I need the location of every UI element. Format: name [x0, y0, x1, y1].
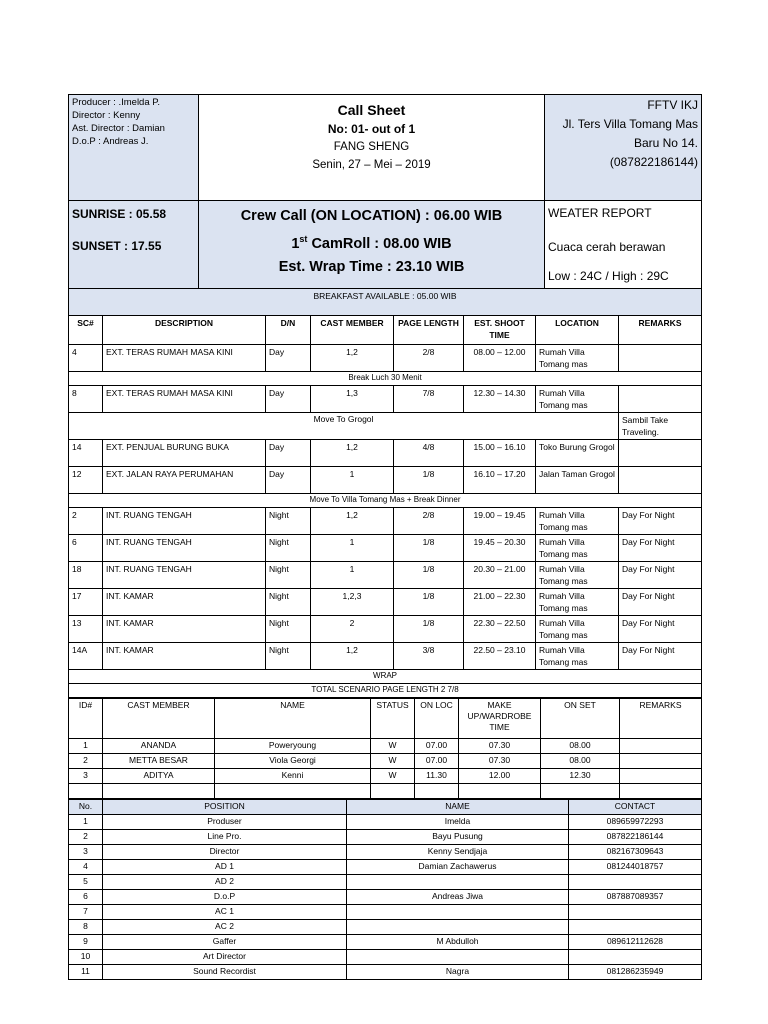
company-phone: (087822186144) — [609, 155, 698, 169]
crew-table — [68, 799, 702, 980]
table-cell: Night — [266, 589, 311, 616]
table-cell: REMARKS — [620, 699, 702, 739]
col-dn: D/N — [266, 316, 311, 345]
table-cell: 2/8 — [394, 508, 464, 535]
table-cell: 7 — [69, 905, 103, 920]
table-row — [69, 920, 702, 935]
table-cell: 089612112628 — [569, 935, 702, 950]
table-cell — [620, 739, 702, 754]
table-cell — [415, 784, 459, 799]
table-cell: 08.00 – 12.00 — [464, 345, 536, 372]
table-cell: 08.00 — [541, 739, 620, 754]
table-cell: EXT. TERAS RUMAH MASA KINI — [103, 345, 266, 372]
sunset-text: SUNSET : 17.55 — [72, 239, 162, 253]
table-cell — [619, 345, 702, 372]
table-cell: Night — [266, 643, 311, 670]
table-row — [69, 467, 702, 494]
table-cell: STATUS — [371, 699, 415, 739]
table-cell: Kenni — [215, 769, 371, 784]
table-row — [69, 830, 702, 845]
table-cell: Bayu Pusung — [347, 830, 569, 845]
table-cell: 4 — [69, 345, 103, 372]
table-cell: ON SET — [541, 699, 620, 739]
table-row — [69, 535, 702, 562]
table-cell: CAST MEMBER — [103, 699, 215, 739]
table-cell: 087887089357 — [569, 890, 702, 905]
table-cell: Day — [266, 440, 311, 467]
shoot-date: Senin, 27 – Mei – 2019 — [312, 159, 431, 171]
table-cell: 089659972293 — [569, 815, 702, 830]
table-cell — [620, 754, 702, 769]
table-cell: 082167309643 — [569, 845, 702, 860]
crew-header-row — [69, 800, 702, 815]
table-cell: W — [371, 754, 415, 769]
table-cell: 2 — [69, 508, 103, 535]
table-cell: 1 — [69, 815, 103, 830]
table-cell — [347, 920, 569, 935]
table-cell: 07.30 — [459, 754, 541, 769]
table-cell: 1,2 — [311, 508, 394, 535]
title-cell — [199, 95, 545, 201]
crew-call-cell — [199, 201, 545, 289]
table-cell: 12.30 — [541, 769, 620, 784]
table-cell — [569, 950, 702, 965]
table-cell: ANANDA — [103, 739, 215, 754]
table-cell: Day For Night — [619, 589, 702, 616]
table-cell: 07.00 — [415, 754, 459, 769]
table-cell: 07.30 — [459, 739, 541, 754]
table-cell: 3 — [69, 769, 103, 784]
table-cell: Rumah Villa Tomang mas — [536, 562, 619, 589]
table-cell — [541, 784, 620, 799]
table-cell: EXT. PENJUAL BURUNG BUKA — [103, 440, 266, 467]
table-cell — [69, 784, 103, 799]
table-cell: 9 — [69, 935, 103, 950]
col-page-length: PAGE LENGTH — [394, 316, 464, 345]
table-cell: EXT. JALAN RAYA PERUMAHAN — [103, 467, 266, 494]
table-row — [69, 589, 702, 616]
table-cell: Rumah Villa Tomang mas — [536, 508, 619, 535]
header-table — [68, 94, 702, 289]
table-cell: Break Luch 30 Menit — [69, 372, 702, 386]
table-cell — [569, 905, 702, 920]
sunrise-text: SUNRISE : 05.58 — [72, 207, 167, 221]
table-cell: Andreas Jiwa — [347, 890, 569, 905]
table-cell: AC 1 — [103, 905, 347, 920]
table-row — [69, 754, 702, 769]
table-cell: Gaffer — [103, 935, 347, 950]
table-cell: ID# — [69, 699, 103, 739]
table-row — [69, 440, 702, 467]
table-cell: 19.00 – 19.45 — [464, 508, 536, 535]
table-cell: Rumah Villa Tomang mas — [536, 643, 619, 670]
table-row — [69, 845, 702, 860]
table-cell: METTA BESAR — [103, 754, 215, 769]
table-cell: 11.30 — [415, 769, 459, 784]
table-row — [69, 860, 702, 875]
table-row — [69, 875, 702, 890]
table-cell: 14A — [69, 643, 103, 670]
table-cell: Rumah Villa Tomang mas — [536, 386, 619, 413]
weather-title: WEATER REPORT — [548, 206, 652, 220]
table-cell: 1/8 — [394, 562, 464, 589]
table-cell: INT. RUANG TENGAH — [103, 562, 266, 589]
table-cell: Art Director — [103, 950, 347, 965]
table-cell: Night — [266, 562, 311, 589]
table-cell: W — [371, 739, 415, 754]
table-cell: 22.50 – 23.10 — [464, 643, 536, 670]
director-text: Director : Kenny — [72, 110, 141, 121]
camroll-text: 1st CamRoll : 08.00 WIB — [291, 234, 452, 252]
table-cell: Sambil Take Traveling. — [619, 413, 702, 440]
table-cell — [371, 784, 415, 799]
table-cell: M Abdulloh — [347, 935, 569, 950]
crew-call-text: Crew Call (ON LOCATION) : 06.00 WIB — [240, 208, 503, 224]
table-cell: 12.00 — [459, 769, 541, 784]
table-cell — [569, 920, 702, 935]
table-cell: INT. RUANG TENGAH — [103, 535, 266, 562]
table-cell: 20.30 – 21.00 — [464, 562, 536, 589]
table-cell: Viola Georgi — [215, 754, 371, 769]
table-cell: Move To Villa Tomang Mas + Break Dinner — [69, 494, 702, 508]
col-cast: CAST MEMBER — [311, 316, 394, 345]
table-cell: 14 — [69, 440, 103, 467]
table-cell: Damian Zachawerus — [347, 860, 569, 875]
page-title: Call Sheet — [337, 102, 406, 118]
table-cell: 19.45 – 20.30 — [464, 535, 536, 562]
table-cell: 1,3 — [311, 386, 394, 413]
table-row — [69, 965, 702, 980]
table-cell: 1 — [311, 535, 394, 562]
table-row — [69, 950, 702, 965]
table-cell: AD 1 — [103, 860, 347, 875]
table-cell: 081286235949 — [569, 965, 702, 980]
table-cell: Rumah Villa Tomang mas — [536, 616, 619, 643]
col-description: DESCRIPTION — [103, 316, 266, 345]
col-location: LOCATION — [536, 316, 619, 345]
table-cell — [620, 769, 702, 784]
table-cell: EXT. TERAS RUMAH MASA KINI — [103, 386, 266, 413]
table-row — [69, 935, 702, 950]
table-cell: D.o.P — [103, 890, 347, 905]
table-cell: 11 — [69, 965, 103, 980]
table-cell: 08.00 — [541, 754, 620, 769]
table-cell: AD 2 — [103, 875, 347, 890]
table-cell: 2 — [311, 616, 394, 643]
call-sheet — [68, 94, 701, 980]
table-cell: INT. KAMAR — [103, 643, 266, 670]
table-cell: INT. KAMAR — [103, 616, 266, 643]
wrap-row — [69, 670, 702, 684]
table-row — [69, 643, 702, 670]
col-shoot-time: EST. SHOOT TIME — [464, 316, 536, 345]
cast-header-row — [69, 699, 702, 739]
table-cell: Director — [103, 845, 347, 860]
table-cell: 5 — [69, 875, 103, 890]
table-cell: Jalan Taman Grogol — [536, 467, 619, 494]
schedule-table — [68, 289, 702, 698]
table-cell: 1 — [69, 739, 103, 754]
table-cell: 3/8 — [394, 643, 464, 670]
table-cell: NAME — [215, 699, 371, 739]
table-cell: MAKE UP/WARDROBE TIME — [459, 699, 541, 739]
table-cell: Day For Night — [619, 535, 702, 562]
table-cell: Day — [266, 386, 311, 413]
table-cell: Toko Burung Grogol — [536, 440, 619, 467]
table-cell: 1,2 — [311, 643, 394, 670]
table-cell — [347, 950, 569, 965]
breakfast-banner: BREAKFAST AVAILABLE : 05.00 WIB — [69, 289, 702, 316]
table-row — [69, 815, 702, 830]
table-cell: 12.30 – 14.30 — [464, 386, 536, 413]
table-cell: WRAP — [69, 670, 702, 684]
move-grogol-row — [69, 413, 702, 440]
table-cell: 07.00 — [415, 739, 459, 754]
table-cell: No. — [69, 800, 103, 815]
table-cell: 8 — [69, 386, 103, 413]
producer-text: Producer : .Imelda P. — [72, 97, 161, 108]
table-cell: 15.00 – 16.10 — [464, 440, 536, 467]
table-cell: Day — [266, 467, 311, 494]
table-cell: 8 — [69, 920, 103, 935]
table-cell: TOTAL SCENARIO PAGE LENGTH 2 7/8 — [69, 684, 702, 698]
table-cell: 6 — [69, 535, 103, 562]
table-cell: Night — [266, 616, 311, 643]
table-row — [69, 508, 702, 535]
table-cell — [347, 905, 569, 920]
table-cell — [619, 386, 702, 413]
cast-table — [68, 698, 702, 799]
table-cell: 2/8 — [394, 345, 464, 372]
table-cell: 1,2,3 — [311, 589, 394, 616]
table-cell: CONTACT — [569, 800, 702, 815]
table-cell: 4/8 — [394, 440, 464, 467]
table-cell: Kenny Sendjaja — [347, 845, 569, 860]
table-cell — [347, 875, 569, 890]
table-cell — [619, 467, 702, 494]
table-row — [69, 562, 702, 589]
table-cell: Line Pro. — [103, 830, 347, 845]
table-cell: Rumah Villa Tomang mas — [536, 535, 619, 562]
credits-cell — [69, 95, 199, 201]
table-cell: 1/8 — [394, 589, 464, 616]
table-row — [69, 905, 702, 920]
break-lunch-row — [69, 372, 702, 386]
table-row — [69, 890, 702, 905]
company-address-2: Baru No 14. — [633, 136, 698, 150]
table-row — [69, 616, 702, 643]
table-cell: NAME — [347, 800, 569, 815]
table-cell: 17 — [69, 589, 103, 616]
table-cell: 1/8 — [394, 535, 464, 562]
table-cell: AC 2 — [103, 920, 347, 935]
weather-cell — [545, 201, 702, 289]
table-cell: POSITION — [103, 800, 347, 815]
table-cell: Day — [266, 345, 311, 372]
sheet-number: No: 01- out of 1 — [327, 122, 416, 136]
table-cell: Imelda — [347, 815, 569, 830]
table-cell: 081244018757 — [569, 860, 702, 875]
table-cell: ON LOC — [415, 699, 459, 739]
table-cell: ADITYA — [103, 769, 215, 784]
col-sc: SC# — [69, 316, 103, 345]
table-cell: 1/8 — [394, 467, 464, 494]
table-cell: 4 — [69, 860, 103, 875]
company-name: FFTV IKJ — [647, 98, 698, 112]
table-cell: Rumah Villa Tomang mas — [536, 345, 619, 372]
table-cell: 1 — [311, 562, 394, 589]
table-cell: 1,2 — [311, 345, 394, 372]
table-cell — [620, 784, 702, 799]
table-cell: Day For Night — [619, 643, 702, 670]
company-cell — [545, 95, 702, 201]
table-cell: 21.00 – 22.30 — [464, 589, 536, 616]
table-cell — [103, 784, 215, 799]
table-cell: 2 — [69, 754, 103, 769]
table-cell: INT. RUANG TENGAH — [103, 508, 266, 535]
table-cell: Rumah Villa Tomang mas — [536, 589, 619, 616]
table-cell: 12 — [69, 467, 103, 494]
schedule-header-row — [69, 316, 702, 345]
table-cell — [459, 784, 541, 799]
col-remarks: REMARKS — [619, 316, 702, 345]
wrap-time-text: Est. Wrap Time : 23.10 WIB — [278, 258, 465, 275]
empty-row — [69, 784, 702, 799]
table-cell: 2 — [69, 830, 103, 845]
table-row — [69, 769, 702, 784]
production-title: FANG SHENG — [333, 141, 410, 153]
weather-desc: Cuaca cerah berawan — [548, 240, 666, 254]
table-cell: Move To Grogol — [69, 413, 619, 440]
table-cell: W — [371, 769, 415, 784]
table-cell: 1,2 — [311, 440, 394, 467]
total-page-length-row — [69, 684, 702, 698]
table-cell: 6 — [69, 890, 103, 905]
table-cell: Nagra — [347, 965, 569, 980]
table-cell: Day For Night — [619, 562, 702, 589]
dop-text: D.o.P : Andreas J. — [72, 136, 149, 147]
table-cell: 18 — [69, 562, 103, 589]
table-cell: Sound Recordist — [103, 965, 347, 980]
table-cell: 087822186144 — [569, 830, 702, 845]
table-cell: Night — [266, 535, 311, 562]
table-cell: 16.10 – 17.20 — [464, 467, 536, 494]
table-cell: Produser — [103, 815, 347, 830]
table-cell: 1 — [311, 467, 394, 494]
table-cell: 3 — [69, 845, 103, 860]
table-cell: 22.30 – 22.50 — [464, 616, 536, 643]
weather-temp: Low : 24C / High : 29C — [548, 269, 669, 283]
company-address-1: Jl. Ters Villa Tomang Mas — [562, 117, 698, 131]
table-cell: Poweryoung — [215, 739, 371, 754]
table-row — [69, 739, 702, 754]
table-cell: Night — [266, 508, 311, 535]
table-cell: 7/8 — [394, 386, 464, 413]
move-villa-row — [69, 494, 702, 508]
table-cell: Day For Night — [619, 616, 702, 643]
table-cell: 1/8 — [394, 616, 464, 643]
table-cell: 10 — [69, 950, 103, 965]
table-cell: INT. KAMAR — [103, 589, 266, 616]
table-cell: 13 — [69, 616, 103, 643]
table-cell — [619, 440, 702, 467]
ast-director-text: Ast. Director : Damian — [72, 123, 165, 134]
sun-cell — [69, 201, 199, 289]
table-cell — [215, 784, 371, 799]
table-cell: Day For Night — [619, 508, 702, 535]
table-row — [69, 386, 702, 413]
table-row — [69, 345, 702, 372]
table-cell — [569, 875, 702, 890]
